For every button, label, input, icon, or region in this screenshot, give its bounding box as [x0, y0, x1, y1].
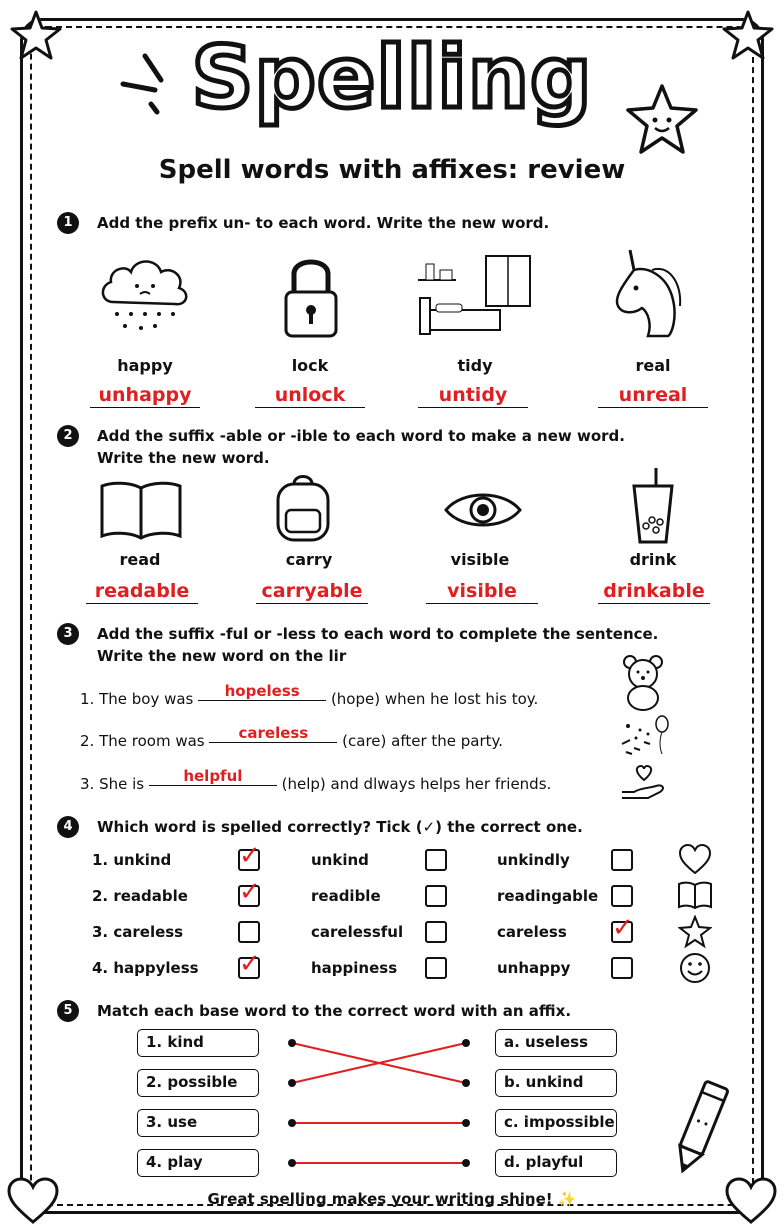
checkmark-icon: ✓	[239, 949, 261, 979]
match-right-item[interactable]: a. useless	[495, 1029, 617, 1057]
q3-sentence: 3. She is helpful (help) and dlways helps her friends.	[80, 767, 552, 793]
match-left-item[interactable]: 4. play	[137, 1149, 259, 1177]
q4-option-label: carelessful	[311, 923, 404, 941]
q5-instruction: 5 Match each base word to the correct word with an affix.	[57, 1000, 571, 1022]
checkmark-icon: ✓	[239, 877, 261, 907]
q2-word: drink	[629, 550, 677, 569]
q2-answer[interactable]: carryable	[256, 580, 368, 604]
match-dot	[462, 1159, 470, 1167]
q2-number: 2	[57, 425, 79, 447]
q1-word: real	[635, 356, 671, 375]
q4-option-label: unkind	[311, 851, 369, 869]
match-dot	[288, 1119, 296, 1127]
q1-word: tidy	[457, 356, 493, 375]
q3-answer-blank[interactable]: careless	[209, 724, 337, 743]
q3-answer-blank[interactable]: hopeless	[198, 682, 326, 701]
q2-answer[interactable]: visible	[426, 580, 538, 604]
q4-option-label: careless	[497, 923, 567, 941]
q2-answer[interactable]: readable	[86, 580, 198, 604]
q2-answer[interactable]: drinkable	[598, 580, 710, 604]
q3-number: 3	[57, 623, 79, 645]
q5-number: 5	[57, 1000, 79, 1022]
match-dot	[288, 1079, 296, 1087]
match-dot	[288, 1039, 296, 1047]
match-right-item[interactable]: b. unkind	[495, 1069, 617, 1097]
q1-word: happy	[117, 356, 173, 375]
match-left-item[interactable]: 3. use	[137, 1109, 259, 1137]
page-subtitle: Spell words with affixes: review	[158, 155, 626, 185]
match-left-item[interactable]: 2. possible	[137, 1069, 259, 1097]
match-right-item[interactable]: d. playful	[495, 1149, 617, 1177]
q3-answer-blank[interactable]: helpful	[149, 767, 277, 786]
q4-row-label: 1. unkind	[92, 851, 172, 869]
checkmark-icon: ✓	[612, 913, 634, 943]
q4-row-label: 3. careless	[92, 923, 184, 941]
match-dot	[288, 1159, 296, 1167]
match-left-item[interactable]: 1. kind	[137, 1029, 259, 1057]
q3-sentence: 2. The room was careless (care) after the party.	[80, 724, 504, 750]
q1-answer[interactable]: unreal	[598, 384, 708, 408]
q1-instruction: 1 Add the prefix un- to each word. Write the new word.	[57, 212, 549, 234]
page-title: Spelling	[191, 28, 593, 128]
pencil-icon	[668, 1076, 732, 1180]
q4-row-label: 2. readable	[92, 887, 188, 905]
q4-option-label: readingable	[497, 887, 599, 905]
q2-instruction: 2 Add the suffix -able or -ible to each word to make a new word. Write the new word.	[57, 425, 625, 469]
q4-option-label: readible	[311, 887, 381, 905]
q1-answer[interactable]: unlock	[255, 384, 365, 408]
q4-option-label: unhappy	[497, 959, 571, 977]
q2-word: visible	[450, 550, 510, 569]
q1-number: 1	[57, 212, 79, 234]
q2-word: carry	[285, 550, 333, 569]
q4-number: 4	[57, 816, 79, 838]
match-dot	[462, 1079, 470, 1087]
q1-word: lock	[291, 356, 329, 375]
q1-answer[interactable]: unhappy	[90, 384, 200, 408]
q3-instruction: 3 Add the suffix -ful or -less to each word to complete the sentence. Write the new word on the lir	[57, 623, 658, 667]
match-right-item[interactable]: c. impossible	[495, 1109, 617, 1137]
checkmark-icon: ✓	[239, 841, 261, 871]
footer-message: Great spelling makes your writing shine! ✨	[207, 1190, 577, 1208]
q1-answer[interactable]: untidy	[418, 384, 528, 408]
q4-instruction: 4 Which word is spelled correctly? Tick (✓) the correct one.	[57, 816, 583, 838]
q3-sentence: 1. The boy was hopeless (hope) when he lost his toy.	[80, 682, 539, 708]
q2-word: read	[119, 550, 161, 569]
q4-row-label: 4. happyless	[92, 959, 199, 977]
match-dot	[462, 1119, 470, 1127]
q4-option-label: unkindly	[497, 851, 570, 869]
match-dot	[462, 1039, 470, 1047]
q4-option-label: happiness	[311, 959, 398, 977]
